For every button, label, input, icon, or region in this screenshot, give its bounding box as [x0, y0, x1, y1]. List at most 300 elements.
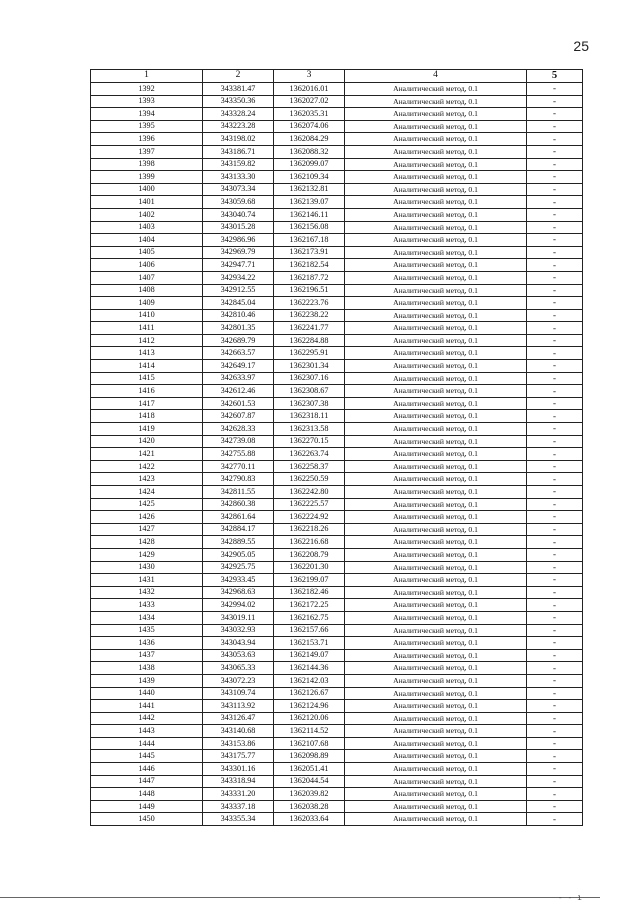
method-cell: Аналитический метод, 0.1 — [345, 700, 527, 713]
y-coordinate-cell: 1362216.68 — [274, 536, 345, 549]
point-number-cell: 1419 — [91, 423, 203, 436]
note-cell: - — [527, 486, 583, 499]
method-cell: Аналитический метод, 0.1 — [345, 611, 527, 624]
x-coordinate-cell: 342801.35 — [203, 322, 274, 335]
table-row — [91, 271, 583, 284]
point-number-cell: 1409 — [91, 297, 203, 310]
note-cell: - — [527, 750, 583, 763]
note-cell: - — [527, 548, 583, 561]
x-coordinate-cell: 342663.57 — [203, 347, 274, 360]
x-coordinate-cell: 343153.86 — [203, 737, 274, 750]
x-coordinate-cell: 342947.71 — [203, 259, 274, 272]
table-row — [91, 536, 583, 549]
y-coordinate-cell: 1362196.51 — [274, 284, 345, 297]
table-row — [91, 171, 583, 184]
table-row — [91, 763, 583, 776]
table-row — [91, 548, 583, 561]
method-cell: Аналитический метод, 0.1 — [345, 448, 527, 461]
x-coordinate-cell: 342612.46 — [203, 385, 274, 398]
y-coordinate-cell: 1362301.34 — [274, 360, 345, 373]
table-row — [91, 322, 583, 335]
point-number-cell: 1450 — [91, 813, 203, 826]
x-coordinate-cell: 343053.63 — [203, 649, 274, 662]
y-coordinate-cell: 1362208.79 — [274, 548, 345, 561]
x-coordinate-cell: 342845.04 — [203, 297, 274, 310]
x-coordinate-cell: 343328.24 — [203, 108, 274, 121]
table-row — [91, 410, 583, 423]
table-row — [91, 624, 583, 637]
point-number-cell: 1432 — [91, 586, 203, 599]
table-row — [91, 284, 583, 297]
x-coordinate-cell: 342905.05 — [203, 548, 274, 561]
point-number-cell: 1418 — [91, 410, 203, 423]
point-number-cell: 1422 — [91, 460, 203, 473]
point-number-cell: 1405 — [91, 246, 203, 259]
y-coordinate-cell: 1362051.41 — [274, 763, 345, 776]
method-cell: Аналитический метод, 0.1 — [345, 196, 527, 209]
method-cell: Аналитический метод, 0.1 — [345, 171, 527, 184]
x-coordinate-cell: 342607.87 — [203, 410, 274, 423]
x-coordinate-cell: 343059.68 — [203, 196, 274, 209]
point-number-cell: 1442 — [91, 712, 203, 725]
method-cell: Аналитический метод, 0.1 — [345, 83, 527, 96]
x-coordinate-cell: 342933.45 — [203, 574, 274, 587]
y-coordinate-cell: 1362162.75 — [274, 611, 345, 624]
point-number-cell: 1424 — [91, 486, 203, 499]
method-cell: Аналитический метод, 0.1 — [345, 347, 527, 360]
point-number-cell: 1423 — [91, 473, 203, 486]
note-cell: - — [527, 208, 583, 221]
point-number-cell: 1417 — [91, 397, 203, 410]
point-number-cell: 1434 — [91, 611, 203, 624]
table-row — [91, 397, 583, 410]
y-coordinate-cell: 1362295.91 — [274, 347, 345, 360]
table-row — [91, 435, 583, 448]
method-cell: Аналитический метод, 0.1 — [345, 649, 527, 662]
method-cell: Аналитический метод, 0.1 — [345, 511, 527, 524]
x-coordinate-cell: 342770.11 — [203, 460, 274, 473]
note-cell: - — [527, 624, 583, 637]
note-cell: - — [527, 473, 583, 486]
table-row — [91, 498, 583, 511]
y-coordinate-cell: 1362201.30 — [274, 561, 345, 574]
y-coordinate-cell: 1362242.80 — [274, 486, 345, 499]
x-coordinate-cell: 343032.93 — [203, 624, 274, 637]
y-coordinate-cell: 1362187.72 — [274, 271, 345, 284]
method-cell: Аналитический метод, 0.1 — [345, 574, 527, 587]
point-number-cell: 1415 — [91, 372, 203, 385]
note-cell: - — [527, 271, 583, 284]
note-cell: - — [527, 246, 583, 259]
method-cell: Аналитический метод, 0.1 — [345, 309, 527, 322]
table-row — [91, 234, 583, 247]
table-row — [91, 725, 583, 738]
x-coordinate-cell: 342689.79 — [203, 334, 274, 347]
x-coordinate-cell: 342934.22 — [203, 271, 274, 284]
y-coordinate-cell: 1362139.07 — [274, 196, 345, 209]
y-coordinate-cell: 1362149.07 — [274, 649, 345, 662]
method-cell: Аналитический метод, 0.1 — [345, 460, 527, 473]
x-coordinate-cell: 343337.18 — [203, 800, 274, 813]
method-cell: Аналитический метод, 0.1 — [345, 397, 527, 410]
point-number-cell: 1441 — [91, 700, 203, 713]
x-coordinate-cell: 342628.33 — [203, 423, 274, 436]
table-row — [91, 788, 583, 801]
x-coordinate-cell: 343301.16 — [203, 763, 274, 776]
method-cell: Аналитический метод, 0.1 — [345, 498, 527, 511]
note-cell: - — [527, 410, 583, 423]
x-coordinate-cell: 343113.92 — [203, 700, 274, 713]
method-cell: Аналитический метод, 0.1 — [345, 486, 527, 499]
note-cell: - — [527, 523, 583, 536]
method-cell: Аналитический метод, 0.1 — [345, 372, 527, 385]
method-cell: Аналитический метод, 0.1 — [345, 221, 527, 234]
x-coordinate-cell: 342649.17 — [203, 360, 274, 373]
note-cell: - — [527, 561, 583, 574]
point-number-cell: 1396 — [91, 133, 203, 146]
header-col-2: 2 — [203, 70, 274, 83]
note-cell: - — [527, 120, 583, 133]
table-row — [91, 637, 583, 650]
note-cell: - — [527, 611, 583, 624]
table-row — [91, 574, 583, 587]
note-cell: - — [527, 637, 583, 650]
note-cell: - — [527, 145, 583, 158]
point-number-cell: 1437 — [91, 649, 203, 662]
table-row — [91, 95, 583, 108]
point-number-cell: 1411 — [91, 322, 203, 335]
x-coordinate-cell: 342969.79 — [203, 246, 274, 259]
table-row — [91, 334, 583, 347]
point-number-cell: 1394 — [91, 108, 203, 121]
method-cell: Аналитический метод, 0.1 — [345, 763, 527, 776]
note-cell: - — [527, 322, 583, 335]
y-coordinate-cell: 1362308.67 — [274, 385, 345, 398]
note-cell: - — [527, 196, 583, 209]
note-cell: - — [527, 360, 583, 373]
table-row — [91, 196, 583, 209]
note-cell: - — [527, 712, 583, 725]
method-cell: Аналитический метод, 0.1 — [345, 687, 527, 700]
y-coordinate-cell: 1362263.74 — [274, 448, 345, 461]
y-coordinate-cell: 1362098.89 — [274, 750, 345, 763]
method-cell: Аналитический метод, 0.1 — [345, 158, 527, 171]
x-coordinate-cell: 343043.94 — [203, 637, 274, 650]
method-cell: Аналитический метод, 0.1 — [345, 271, 527, 284]
point-number-cell: 1407 — [91, 271, 203, 284]
point-number-cell: 1402 — [91, 208, 203, 221]
method-cell: Аналитический метод, 0.1 — [345, 208, 527, 221]
y-coordinate-cell: 1362258.37 — [274, 460, 345, 473]
point-number-cell: 1429 — [91, 548, 203, 561]
method-cell: Аналитический метод, 0.1 — [345, 813, 527, 826]
note-cell: - — [527, 95, 583, 108]
note-cell: - — [527, 309, 583, 322]
header-col-3: 3 — [274, 70, 345, 83]
y-coordinate-cell: 1362218.26 — [274, 523, 345, 536]
note-cell: - — [527, 108, 583, 121]
point-number-cell: 1448 — [91, 788, 203, 801]
method-cell: Аналитический метод, 0.1 — [345, 297, 527, 310]
point-number-cell: 1440 — [91, 687, 203, 700]
y-coordinate-cell: 1362153.71 — [274, 637, 345, 650]
x-coordinate-cell: 343159.82 — [203, 158, 274, 171]
note-cell: - — [527, 725, 583, 738]
x-coordinate-cell: 343175.77 — [203, 750, 274, 763]
table-row — [91, 372, 583, 385]
method-cell: Аналитический метод, 0.1 — [345, 284, 527, 297]
y-coordinate-cell: 1362238.22 — [274, 309, 345, 322]
method-cell: Аналитический метод, 0.1 — [345, 322, 527, 335]
note-cell: - — [527, 737, 583, 750]
x-coordinate-cell: 342601.53 — [203, 397, 274, 410]
x-coordinate-cell: 343198.02 — [203, 133, 274, 146]
table-row — [91, 700, 583, 713]
y-coordinate-cell: 1362016.01 — [274, 83, 345, 96]
note-cell: - — [527, 536, 583, 549]
note-cell: - — [527, 334, 583, 347]
x-coordinate-cell: 342633.97 — [203, 372, 274, 385]
table-row — [91, 83, 583, 96]
x-coordinate-cell: 342860.38 — [203, 498, 274, 511]
x-coordinate-cell: 342810.46 — [203, 309, 274, 322]
y-coordinate-cell: 1362182.54 — [274, 259, 345, 272]
x-coordinate-cell: 343065.33 — [203, 662, 274, 675]
method-cell: Аналитический метод, 0.1 — [345, 234, 527, 247]
point-number-cell: 1395 — [91, 120, 203, 133]
y-coordinate-cell: 1362199.07 — [274, 574, 345, 587]
method-cell: Аналитический метод, 0.1 — [345, 246, 527, 259]
point-number-cell: 1399 — [91, 171, 203, 184]
table-row — [91, 183, 583, 196]
point-number-cell: 1431 — [91, 574, 203, 587]
method-cell: Аналитический метод, 0.1 — [345, 536, 527, 549]
x-coordinate-cell: 343015.28 — [203, 221, 274, 234]
y-coordinate-cell: 1362126.67 — [274, 687, 345, 700]
point-number-cell: 1416 — [91, 385, 203, 398]
y-coordinate-cell: 1362225.57 — [274, 498, 345, 511]
y-coordinate-cell: 1362074.06 — [274, 120, 345, 133]
method-cell: Аналитический метод, 0.1 — [345, 750, 527, 763]
point-number-cell: 1398 — [91, 158, 203, 171]
y-coordinate-cell: 1362027.02 — [274, 95, 345, 108]
coordinates-table — [90, 69, 583, 826]
table-row — [91, 120, 583, 133]
table-row — [91, 813, 583, 826]
page-number: 25 — [573, 38, 589, 54]
y-coordinate-cell: 1362241.77 — [274, 322, 345, 335]
method-cell: Аналитический метод, 0.1 — [345, 259, 527, 272]
table-row — [91, 473, 583, 486]
note-cell: - — [527, 775, 583, 788]
method-cell: Аналитический метод, 0.1 — [345, 662, 527, 675]
x-coordinate-cell: 343140.68 — [203, 725, 274, 738]
table-row — [91, 737, 583, 750]
table-row — [91, 385, 583, 398]
table-row — [91, 259, 583, 272]
method-cell: Аналитический метод, 0.1 — [345, 108, 527, 121]
point-number-cell: 1400 — [91, 183, 203, 196]
x-coordinate-cell: 343109.74 — [203, 687, 274, 700]
point-number-cell: 1412 — [91, 334, 203, 347]
y-coordinate-cell: 1362124.96 — [274, 700, 345, 713]
note-cell: - — [527, 687, 583, 700]
note-cell: - — [527, 284, 583, 297]
method-cell: Аналитический метод, 0.1 — [345, 674, 527, 687]
note-cell: - — [527, 498, 583, 511]
header-col-5: 5 — [527, 70, 583, 83]
x-coordinate-cell: 343223.28 — [203, 120, 274, 133]
x-coordinate-cell: 342925.75 — [203, 561, 274, 574]
point-number-cell: 1413 — [91, 347, 203, 360]
method-cell: Аналитический метод, 0.1 — [345, 385, 527, 398]
method-cell: Аналитический метод, 0.1 — [345, 360, 527, 373]
note-cell: - — [527, 649, 583, 662]
y-coordinate-cell: 1362142.03 — [274, 674, 345, 687]
method-cell: Аналитический метод, 0.1 — [345, 133, 527, 146]
method-cell: Аналитический метод, 0.1 — [345, 599, 527, 612]
x-coordinate-cell: 342994.02 — [203, 599, 274, 612]
note-cell: - — [527, 574, 583, 587]
table-row — [91, 360, 583, 373]
table-row — [91, 208, 583, 221]
note-cell: - — [527, 297, 583, 310]
method-cell: Аналитический метод, 0.1 — [345, 737, 527, 750]
table-header-row — [91, 70, 583, 83]
y-coordinate-cell: 1362044.54 — [274, 775, 345, 788]
method-cell: Аналитический метод, 0.1 — [345, 145, 527, 158]
method-cell: Аналитический метод, 0.1 — [345, 523, 527, 536]
table-row — [91, 297, 583, 310]
y-coordinate-cell: 1362167.18 — [274, 234, 345, 247]
method-cell: Аналитический метод, 0.1 — [345, 120, 527, 133]
point-number-cell: 1428 — [91, 536, 203, 549]
x-coordinate-cell: 343318.94 — [203, 775, 274, 788]
note-cell: - — [527, 788, 583, 801]
method-cell: Аналитический метод, 0.1 — [345, 473, 527, 486]
note-cell: - — [527, 83, 583, 96]
x-coordinate-cell: 343350.36 — [203, 95, 274, 108]
x-coordinate-cell: 343072.23 — [203, 674, 274, 687]
method-cell: Аналитический метод, 0.1 — [345, 775, 527, 788]
point-number-cell: 1445 — [91, 750, 203, 763]
y-coordinate-cell: 1362107.68 — [274, 737, 345, 750]
x-coordinate-cell: 342968.63 — [203, 586, 274, 599]
y-coordinate-cell: 1362099.07 — [274, 158, 345, 171]
point-number-cell: 1397 — [91, 145, 203, 158]
x-coordinate-cell: 343331.20 — [203, 788, 274, 801]
x-coordinate-cell: 342884.17 — [203, 523, 274, 536]
point-number-cell: 1447 — [91, 775, 203, 788]
y-coordinate-cell: 1362172.25 — [274, 599, 345, 612]
y-coordinate-cell: 1362039.82 — [274, 788, 345, 801]
x-coordinate-cell: 343040.74 — [203, 208, 274, 221]
note-cell: - — [527, 813, 583, 826]
y-coordinate-cell: 1362284.88 — [274, 334, 345, 347]
header-col-1: 1 — [91, 70, 203, 83]
note-cell: - — [527, 183, 583, 196]
point-number-cell: 1403 — [91, 221, 203, 234]
note-cell: - — [527, 259, 583, 272]
table-row — [91, 561, 583, 574]
y-coordinate-cell: 1362146.11 — [274, 208, 345, 221]
y-coordinate-cell: 1362038.28 — [274, 800, 345, 813]
method-cell: Аналитический метод, 0.1 — [345, 788, 527, 801]
method-cell: Аналитический метод, 0.1 — [345, 561, 527, 574]
table-row — [91, 800, 583, 813]
x-coordinate-cell: 342889.55 — [203, 536, 274, 549]
note-cell: - — [527, 158, 583, 171]
y-coordinate-cell: 1362109.34 — [274, 171, 345, 184]
note-cell: - — [527, 674, 583, 687]
point-number-cell: 1401 — [91, 196, 203, 209]
method-cell: Аналитический метод, 0.1 — [345, 800, 527, 813]
y-coordinate-cell: 1362313.58 — [274, 423, 345, 436]
note-cell: - — [527, 800, 583, 813]
point-number-cell: 1393 — [91, 95, 203, 108]
table-row — [91, 674, 583, 687]
table-row — [91, 523, 583, 536]
point-number-cell: 1425 — [91, 498, 203, 511]
note-cell: - — [527, 234, 583, 247]
point-number-cell: 1410 — [91, 309, 203, 322]
point-number-cell: 1435 — [91, 624, 203, 637]
point-number-cell: 1406 — [91, 259, 203, 272]
y-coordinate-cell: 1362084.29 — [274, 133, 345, 146]
y-coordinate-cell: 1362088.32 — [274, 145, 345, 158]
method-cell: Аналитический метод, 0.1 — [345, 410, 527, 423]
header-col-4: 4 — [345, 70, 527, 83]
table-body — [91, 83, 583, 826]
table-row — [91, 423, 583, 436]
method-cell: Аналитический метод, 0.1 — [345, 95, 527, 108]
note-cell: - — [527, 662, 583, 675]
note-cell: - — [527, 586, 583, 599]
method-cell: Аналитический метод, 0.1 — [345, 725, 527, 738]
note-cell: - — [527, 347, 583, 360]
x-coordinate-cell: 343126.47 — [203, 712, 274, 725]
x-coordinate-cell: 342861.64 — [203, 511, 274, 524]
scan-marks: - - ı — [557, 893, 582, 902]
note-cell: - — [527, 599, 583, 612]
note-cell: - — [527, 133, 583, 146]
point-number-cell: 1433 — [91, 599, 203, 612]
method-cell: Аналитический метод, 0.1 — [345, 586, 527, 599]
table-row — [91, 246, 583, 259]
table-row — [91, 133, 583, 146]
table-row — [91, 448, 583, 461]
method-cell: Аналитический метод, 0.1 — [345, 334, 527, 347]
y-coordinate-cell: 1362173.91 — [274, 246, 345, 259]
y-coordinate-cell: 1362132.81 — [274, 183, 345, 196]
point-number-cell: 1449 — [91, 800, 203, 813]
table-row — [91, 309, 583, 322]
table-row — [91, 486, 583, 499]
table-row — [91, 687, 583, 700]
note-cell: - — [527, 372, 583, 385]
y-coordinate-cell: 1362156.08 — [274, 221, 345, 234]
method-cell: Аналитический метод, 0.1 — [345, 435, 527, 448]
x-coordinate-cell: 343186.71 — [203, 145, 274, 158]
method-cell: Аналитический метод, 0.1 — [345, 637, 527, 650]
note-cell: - — [527, 460, 583, 473]
point-number-cell: 1420 — [91, 435, 203, 448]
y-coordinate-cell: 1362035.31 — [274, 108, 345, 121]
point-number-cell: 1392 — [91, 83, 203, 96]
note-cell: - — [527, 700, 583, 713]
y-coordinate-cell: 1362157.66 — [274, 624, 345, 637]
table-row — [91, 460, 583, 473]
